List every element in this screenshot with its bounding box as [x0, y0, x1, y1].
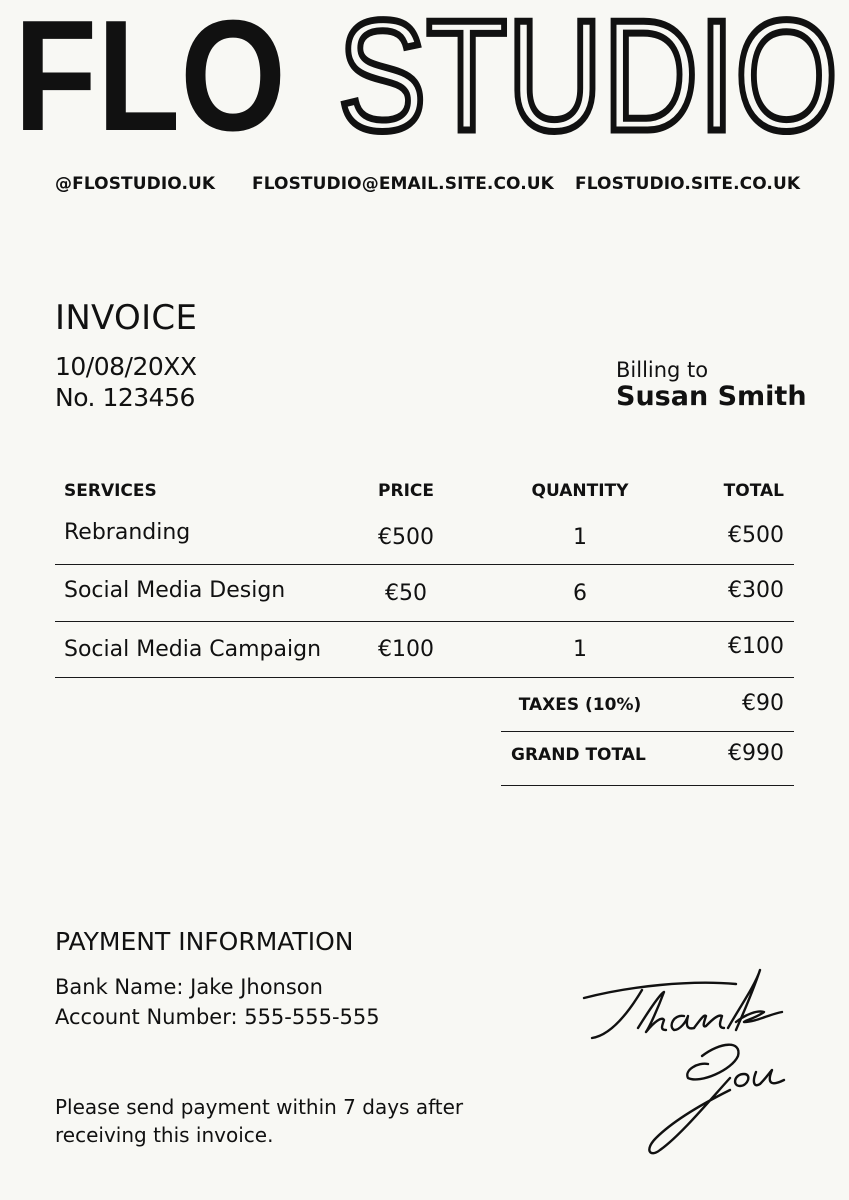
taxes-label: TAXES (10%) — [518, 695, 642, 715]
invoice-date: 10/08/20XX — [55, 352, 197, 381]
row-1-quantity: 1 — [573, 525, 587, 550]
row-2-total: €300 — [728, 578, 784, 603]
thank-you-signature — [560, 950, 830, 1170]
brand-logo — [14, 2, 844, 142]
row-1-price: €500 — [378, 525, 434, 550]
payment-title: PAYMENT INFORMATION — [55, 927, 354, 956]
header-quantity: QUANTITY — [531, 481, 629, 501]
row-1-service: Rebranding — [64, 520, 191, 545]
invoice-number: No. 123456 — [55, 383, 195, 412]
row-3-total: €100 — [728, 634, 784, 659]
brand-name-bold: FLO — [14, 2, 286, 142]
bank-name: Bank Name: Jake Jhonson — [55, 975, 323, 999]
row-3-price: €100 — [378, 637, 434, 662]
header-total: TOTAL — [723, 481, 784, 501]
header-services: SERVICES — [64, 481, 157, 501]
grand-total-value: €990 — [728, 741, 784, 766]
row-divider — [55, 621, 794, 622]
taxes-value: €90 — [742, 691, 784, 716]
row-2-price: €50 — [385, 581, 427, 606]
row-3-service: Social Media Campaign — [64, 637, 322, 662]
row-2-service: Social Media Design — [64, 578, 286, 603]
row-divider — [55, 564, 794, 565]
row-divider — [55, 677, 794, 678]
row-1-total: €500 — [728, 523, 784, 548]
contact-email[interactable]: FLOSTUDIO@EMAIL.SITE.CO.UK — [252, 174, 554, 194]
summary-divider — [501, 785, 794, 786]
invoice-title: INVOICE — [55, 298, 198, 338]
billing-label: Billing to — [616, 358, 709, 382]
contact-social[interactable]: @FLOSTUDIO.UK — [55, 174, 216, 194]
account-number: Account Number: 555-555-555 — [55, 1005, 380, 1029]
summary-divider — [501, 731, 794, 732]
grand-total-label: GRAND TOTAL — [511, 745, 646, 765]
contact-website[interactable]: FLOSTUDIO.SITE.CO.UK — [575, 174, 801, 194]
brand-name-light: STUDIO — [338, 2, 838, 142]
row-3-quantity: 1 — [573, 637, 587, 662]
row-2-quantity: 6 — [573, 581, 587, 606]
payment-note: Please send payment within 7 days after receiving this invoice. — [55, 1095, 464, 1147]
billing-name: Susan Smith — [616, 381, 807, 412]
header-price: PRICE — [378, 481, 434, 501]
